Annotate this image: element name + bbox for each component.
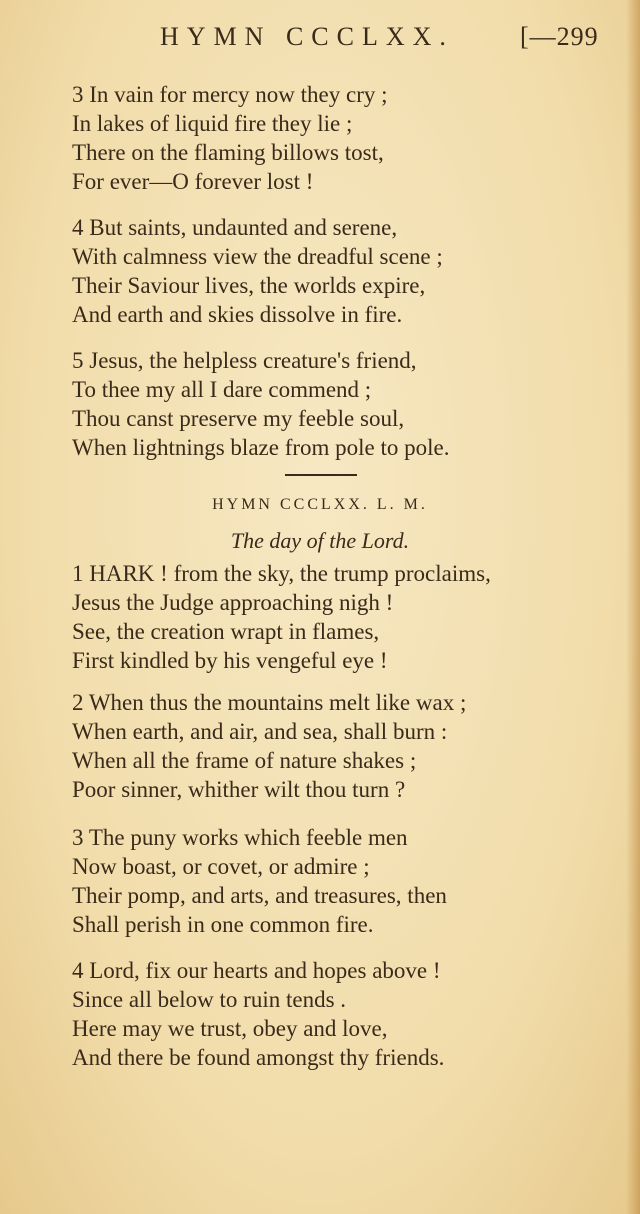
- stanza-prev-3: [72, 80, 632, 196]
- page-number: [—299: [520, 22, 599, 51]
- verse-line: Shall perish in one common fire.: [72, 912, 374, 937]
- verse-line: And there be found amongst thy friends.: [72, 1045, 445, 1070]
- verse-line: 1 HARK ! from the sky, the trump proclaims,: [72, 561, 491, 586]
- hymn-subtitle: The day of the Lord.: [230, 528, 410, 553]
- verse-line: See, the creation wrapt in flames,: [72, 619, 380, 644]
- verse-line: When all the frame of nature shakes ;: [72, 748, 417, 773]
- hymn-heading: HYMN CCCLXX. L. M.: [212, 496, 428, 513]
- stanza-1: [72, 559, 632, 675]
- verse-line: To thee my all I dare commend ;: [72, 377, 372, 402]
- stanza-prev-4: [72, 213, 632, 329]
- verse-line: 3 In vain for mercy now they cry ;: [72, 82, 388, 107]
- verse-line: Now boast, or covet, or admire ;: [72, 854, 370, 879]
- verse-line: 5 Jesus, the helpless creature's friend,: [72, 348, 417, 373]
- verse-line: When lightnings blaze from pole to pole.: [72, 435, 450, 460]
- verse-line: Here may we trust, obey and love,: [72, 1016, 388, 1041]
- verse-line: Their Saviour lives, the worlds expire,: [72, 273, 426, 298]
- verse-line: For ever—O forever lost !: [72, 169, 314, 194]
- verse-line: With calmness view the dreadful scene ;: [72, 244, 443, 269]
- stanza-2: [72, 688, 632, 804]
- verse-line: Thou canst preserve my feeble soul,: [72, 406, 405, 431]
- verse-line: 2 When thus the mountains melt like wax ;: [72, 690, 467, 715]
- verse-line: There on the flaming billows tost,: [72, 140, 384, 165]
- running-title: HYMN CCCLXX.: [160, 22, 454, 51]
- verse-line: Poor sinner, whither wilt thou turn ?: [72, 777, 406, 802]
- verse-line: 4 Lord, fix our hearts and hopes above !: [72, 958, 441, 983]
- verse-line: Jesus the Judge approaching nigh !: [72, 590, 394, 615]
- verse-line: Since all below to ruin tends .: [72, 987, 347, 1012]
- stanza-3: [72, 823, 632, 939]
- running-header: [0, 22, 640, 56]
- verse-line: In lakes of liquid fire they lie ;: [72, 111, 353, 136]
- verse-line: 4 But saints, undaunted and serene,: [72, 215, 398, 240]
- stanza-4: [72, 956, 632, 1072]
- verse-line: Their pomp, and arts, and treasures, then: [72, 883, 447, 908]
- verse-line: And earth and skies dissolve in fire.: [72, 302, 403, 327]
- section-divider: [285, 474, 357, 476]
- verse-line: First kindled by his vengeful eye !: [72, 648, 388, 673]
- stanza-prev-5: [72, 346, 632, 462]
- verse-line: When earth, and air, and sea, shall burn :: [72, 719, 448, 744]
- verse-line: 3 The puny works which feeble men: [72, 825, 408, 850]
